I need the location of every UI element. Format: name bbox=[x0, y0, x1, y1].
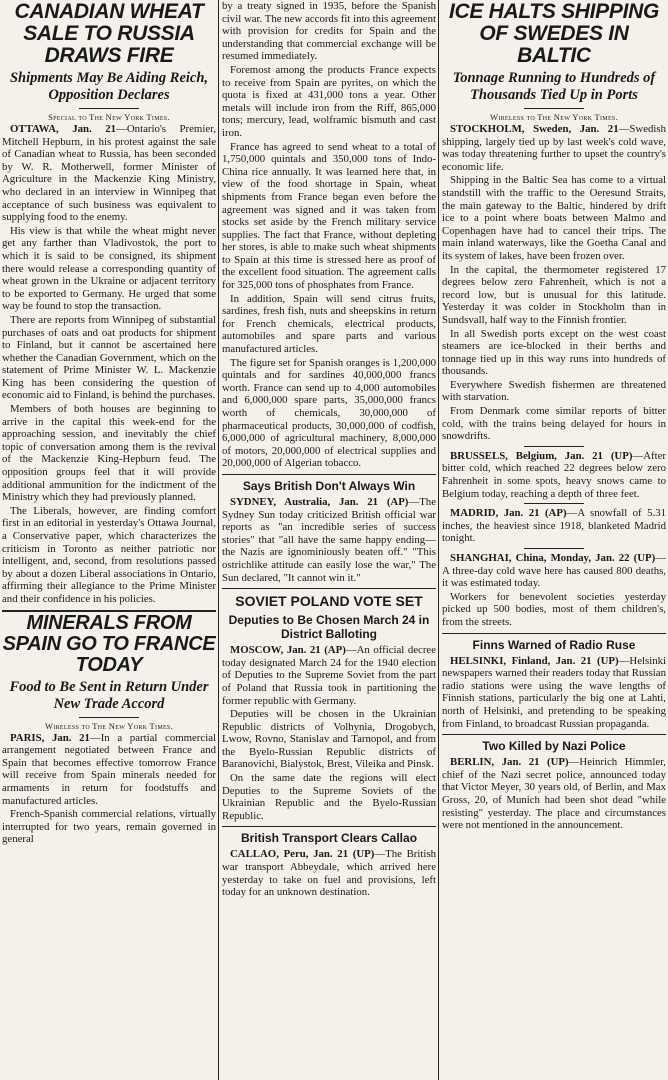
body-paragraph: On the same date the regions will elect Deputies to the Supreme Soviets of the Ukrainian Republic and the Byelo-Russian Republic. bbox=[222, 772, 436, 822]
body-paragraph: Everywhere Swedish fishermen are threatened with starvation. bbox=[442, 378, 666, 404]
column-1 bbox=[2, 0, 216, 1080]
body-paragraph: In all Swedish ports except on the west coast steamers are ice-blocked in their berths and tonnage tied up in this way runs into hundreds of thousands. bbox=[442, 327, 666, 378]
headline-soviet-poland: SOVIET POLAND VOTE SET bbox=[222, 588, 436, 609]
divider bbox=[524, 503, 584, 504]
credit-line: Special to The New York Times. bbox=[48, 112, 170, 122]
body-paragraph: There are reports from Winnipeg of substantial purchases of oats and oat products for shipment to Finland, but it cannot be ascertained here whether the Canadian Government, which on the statement of Prime Minister W. L. Mackenzie King has been considering the question of economic aid to Finland, is behind the purchases. bbox=[2, 313, 216, 402]
divider bbox=[524, 548, 584, 549]
body-paragraph: PARIS, Jan. 21—In a partial commercial arrangement negotiated between France and Spain that becomes effective tomorrow France will receive from Spain minerals needed for armaments in return for foodstuffs and manufactured articles. bbox=[2, 731, 216, 807]
body-paragraph: In the capital, the thermometer registered 17 degrees below zero Fahrenheit, which is not a record low, but is unusual for this latitude. Yesterday it was colder in Stockholm than in Sundsvall, half way to the Finnish frontier. bbox=[442, 263, 666, 326]
divider bbox=[79, 717, 139, 718]
dateline: OTTAWA, Jan. 21 bbox=[10, 123, 117, 135]
body-paragraph: The Liberals, however, are finding comfort first in an editorial in yesterday's Ottawa Journal, a Conservative paper, which characterizes the criticism in Toronto as neither patriotic nor intelligent, and, second, from resolutions passed by about a dozen Liberal associations in Ontario, affirming their allegiance to the Prime Minister and their confidence in his policies. bbox=[2, 504, 216, 605]
body-paragraph: by a treaty signed in 1935, before the Spanish civil war. The new accords fit into this agreement with provision for credits for Spain and the understanding that commercial exchange will be resumed immediately. bbox=[222, 0, 436, 63]
body-paragraph: Deputies will be chosen in the Ukrainian Republic districts of Volhynia, Drogobych, Lwow, Rovno, Stanislav and Tarnopol, and from the Byelo-Russian Republic districts of Baranovichi, Bialystok, Brest, Vileika and Pinsk. bbox=[222, 708, 436, 771]
body-paragraph: Foremost among the products France expects to receive from Spain are pyrites, on which the quota is fixed at 431,000 tons a year. Other metals will include iron from the Riff, 865,000 tons; mercury, lead, wolframic bismuth and cast iron. bbox=[222, 63, 436, 139]
deck-ice-halts-shipping: Tonnage Running to Hundreds of Thousands Tied Up in Ports bbox=[452, 70, 656, 103]
headline-british-transport: British Transport Clears Callao bbox=[222, 826, 436, 845]
deck-canadian-wheat: Shipments May Be Aiding Reich, Opposition Declares bbox=[9, 70, 209, 103]
body-paragraph: BERLIN, Jan. 21 (UP)—Heinrich Himmler, chief of the Nazi secret police, announced today that Victor Meyer, 30 years old, of Berlin, and Max Gross, 20, of Munich had been shot dead "while resisting" yesterday. The place and circumstances were not mentioned in the announcement. bbox=[442, 756, 666, 832]
dateline: SHANGHAI, China, Monday, Jan. 22 (UP) bbox=[450, 552, 656, 564]
dateline: HELSINKI, Finland, Jan. 21 (UP) bbox=[450, 654, 619, 667]
body-paragraph: Shipping in the Baltic Sea has come to a virtual standstill with the traffic to the Oeresund Straits, the main gateway to the Baltic, hindered by drift ice to a point where boats between Malmo and Copenhagen have had to cancel their trips. The main inland waterways, like the Goetha Canal and its system of lakes, have been frozen over. bbox=[442, 174, 666, 262]
column-rule bbox=[218, 0, 219, 1080]
body-paragraph: HELSINKI, Finland, Jan. 21 (UP)—Helsinki newspapers warned their readers today that Russian radio stations were using the wave lengths of Finnish stations, particularly the big one at Lahti, north of Helsinki, and pretending to be speaking from Finland, to broadcast Russian propaganda. bbox=[442, 654, 666, 730]
dateline: PARIS, Jan. 21 bbox=[10, 731, 90, 744]
dateline: STOCKHOLM, Sweden, Jan. 21 bbox=[450, 123, 619, 135]
body-paragraph: MOSCOW, Jan. 21 (AP)—An official decree today designated March 24 for the 1940 election of Deputies to the Supreme Soviet from the part of Poland that Russia took in partitioning the former republic with Germany. bbox=[222, 644, 436, 707]
dateline: MOSCOW, Jan. 21 (AP) bbox=[230, 644, 346, 657]
body-paragraph: France has agreed to send wheat to a total of 1,750,000 quintals and 350,000 tons of Indo-China rice annually. It was learned here that, in view of the food shortage in Spain, wheat shipments from France began even before the agreement was signed and it was taken from stocks set aside by the French military service supplies. The fact that France, without depleting her stores, is able to make such wheat shipments to Spain at this time is stressed here as proof of the excellent food situation. The agreement calls for 325,000 tons of phosphates from France. bbox=[222, 140, 436, 292]
body-paragraph: SYDNEY, Australia, Jan. 21 (AP)—The Sydney Sun today criticized British official war reports as "an incredible series of success stories" that "all have the same happy ending—the Nazis are ignominiously beaten off." "This ostrichlike attitude can easily lose the war," The Sun declared, "It cannot win it." bbox=[222, 495, 436, 584]
headline-minerals-spain: MINERALS FROM SPAIN GO TO FRANCE TODAY bbox=[2, 611, 216, 676]
body-paragraph: The figure set for Spanish oranges is 1,200,000 quintals and for sardines 40,000,000 francs worth. France can send up to 4,000 automobiles and 6,000,000 spare parts, 35,000,000 francs worth of chemicals, 30,000,000 of pharmaceutical products, 30,000,000 of codfish, 6,000,000 of agricultural machinery, 8,000,000 of motors, 20,000,000 of electrical supplies and 20,000,000 of Algerian tobacco. bbox=[222, 356, 436, 470]
body-paragraph: CALLAO, Peru, Jan. 21 (UP)—The British war transport Abbeydale, which arrived here yesterday to take on fuel and provisions, left today for an unknown destination. bbox=[222, 848, 436, 899]
deck-minerals-spain: Food to Be Sent in Return Under New Trade Accord bbox=[9, 678, 209, 712]
dateline: SYDNEY, Australia, Jan. 21 (AP) bbox=[230, 495, 409, 508]
body-paragraph: MADRID, Jan. 21 (AP)—A snowfall of 5.31 inches, the heaviest since 1918, blanketed Madrid tonight. bbox=[442, 507, 666, 545]
credit-line: Wireless to The New York Times. bbox=[45, 720, 173, 731]
credit-line: Wireless to The New York Times. bbox=[490, 112, 618, 122]
dateline: BERLIN, Jan. 21 (UP) bbox=[450, 756, 569, 769]
body-paragraph: In addition, Spain will send citrus fruits, sardines, fresh fish, nuts and sheepskins in return for French chemicals, electrical products, automobiles and spare parts and various manufactured articles. bbox=[222, 292, 436, 356]
dateline: MADRID, Jan. 21 (AP) bbox=[450, 507, 567, 520]
headline-british-dont-win: Says British Don't Always Win bbox=[222, 474, 436, 493]
body-paragraph: BRUSSELS, Belgium, Jan. 21 (UP)—After bitter cold, which reached 22 degrees below zero Fahrenheit in some spots, heavy snows came to Belgium today, reaching a depth of three feet. bbox=[442, 449, 666, 500]
body-paragraph: Workers for benevolent societies yesterday picked up 500 bodies, most of them children's, from the streets. bbox=[442, 590, 666, 628]
headline-finns-radio-ruse: Finns Warned of Radio Ruse bbox=[442, 633, 666, 652]
divider bbox=[79, 108, 139, 109]
body-paragraph: Members of both houses are beginning to arrive in the capital this week-end for the approaching session, and inevitably the chief topic of conversation among them is the revival of the Mackenzie King-Hepburn feud. The opposition groups feel that it will provide additional ammunition for the indictment of the Ministry which they had previously planned. bbox=[2, 403, 216, 504]
divider bbox=[524, 108, 584, 109]
body-paragraph: STOCKHOLM, Sweden, Jan. 21—Swedish shipping, largely tied up by last week's cold wave, was today threatening further to upset the country's economic life. bbox=[442, 123, 666, 173]
deck-soviet-poland: Deputies to Be Chosen March 24 in District Balloting bbox=[228, 613, 430, 642]
body-paragraph: From Denmark come similar reports of bitter cold, with the trains being delayed for hours in snowdrifts. bbox=[442, 405, 666, 443]
headline-canadian-wheat: CANADIAN WHEAT SALE TO RUSSIA DRAWS FIRE bbox=[14, 0, 204, 67]
column-rule bbox=[438, 0, 439, 1080]
column-2 bbox=[222, 0, 436, 1080]
dateline: CALLAO, Peru, Jan. 21 (UP) bbox=[230, 848, 375, 861]
headline-two-killed: Two Killed by Nazi Police bbox=[442, 734, 666, 753]
column-3 bbox=[442, 0, 666, 1080]
body-paragraph: SHANGHAI, China, Monday, Jan. 22 (UP)—A three-day cold wave here has caused 800 deaths, it was estimated today. bbox=[442, 552, 666, 590]
body-paragraph: French-Spanish commercial relations, virtually interrupted for two years, remain governed in general bbox=[2, 808, 216, 846]
body-paragraph: OTTAWA, Jan. 21—Ontario's Premier, Mitchell Hepburn, in his protest against the sale of Canadian wheat to Russia, has been seconded by W. R. Motherwell, former Minister of Agriculture in the Mackenzie King Ministry, who declared in an interview in Winnipeg that acceptance of such business was equivalent to supplying food to the enemy. bbox=[2, 123, 216, 224]
divider bbox=[524, 446, 584, 447]
body-paragraph: His view is that while the wheat might never get any farther than Vladivostok, the port to which it is said to be consigned, its shipment there would release a corresponding quantity of wheat grown in the Ukraine or adjacent territory to be exported to Germany. He urged that some way be found to stop the transaction. bbox=[2, 224, 216, 313]
headline-ice-halts-shipping: ICE HALTS SHIPPING OF SWEDES IN BALTIC bbox=[448, 0, 660, 67]
dateline: BRUSSELS, Belgium, Jan. 21 (UP) bbox=[450, 449, 633, 462]
